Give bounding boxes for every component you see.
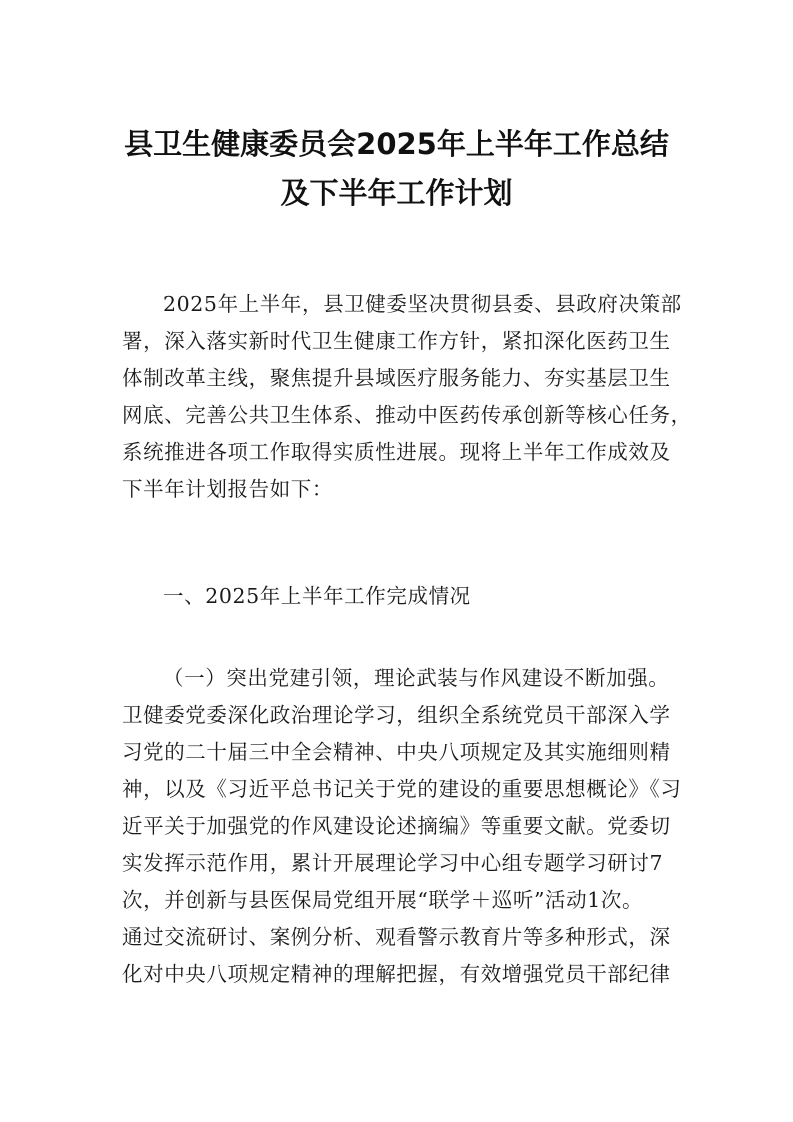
section-line-4: 神，以及《习近平总书记关于党的建设的重要思想概论》《习 [122, 777, 682, 801]
intro-line-1: 2025年上半年，县卫健委坚决贯彻县委、县政府决策部 [163, 292, 682, 316]
intro-line-4: 网底、完善公共卫生体系、推动中医药传承创新等核心任务， [122, 403, 692, 427]
intro-line-3: 体制改革主线，聚焦提升县域医疗服务能力、夯实基层卫生 [122, 366, 671, 390]
section-line-9: 化对中央八项规定精神的理解把握，有效增强党员干部纪律 [122, 962, 671, 986]
section-heading [122, 578, 675, 615]
document-title [100, 120, 693, 218]
intro-line-5: 系统推进各项工作取得实质性进展。现将上半年工作成效及 [122, 440, 671, 464]
intro-line-6: 下半年计划报告如下： [122, 477, 333, 501]
section-line-3: 习党的二十届三中全会精神、中央八项规定及其实施细则精 [122, 740, 671, 764]
title-line-1: 县卫生健康委员会2025年上半年工作总结 [124, 127, 669, 161]
intro-line-2: 署，深入落实新时代卫生健康工作方针，紧扣深化医药卫生 [122, 329, 671, 353]
section-heading-text: 一、2025年上半年工作完成情况 [163, 584, 471, 608]
section-paragraph [122, 660, 682, 993]
section-line-1: （一）突出党建引领，理论武装与作风建设不断加强。 [163, 666, 670, 690]
intro-paragraph [122, 286, 692, 508]
section-line-5: 近平关于加强党的作风建设论述摘编》等重要文献。党委切 [122, 814, 671, 838]
title-line-2: 及下半年工作计划 [280, 176, 513, 210]
section-line-7: 次，并创新与县医保局党组开展“联学＋巡听”活动1次。 [122, 888, 644, 912]
section-line-2: 卫健委党委深化政治理论学习，组织全系统党员干部深入学 [122, 703, 671, 727]
section-line-8: 通过交流研讨、案例分析、观看警示教育片等多种形式，深 [122, 925, 671, 949]
section-line-6: 实发挥示范作用，累计开展理论学习中心组专题学习研讨7 [122, 851, 664, 875]
